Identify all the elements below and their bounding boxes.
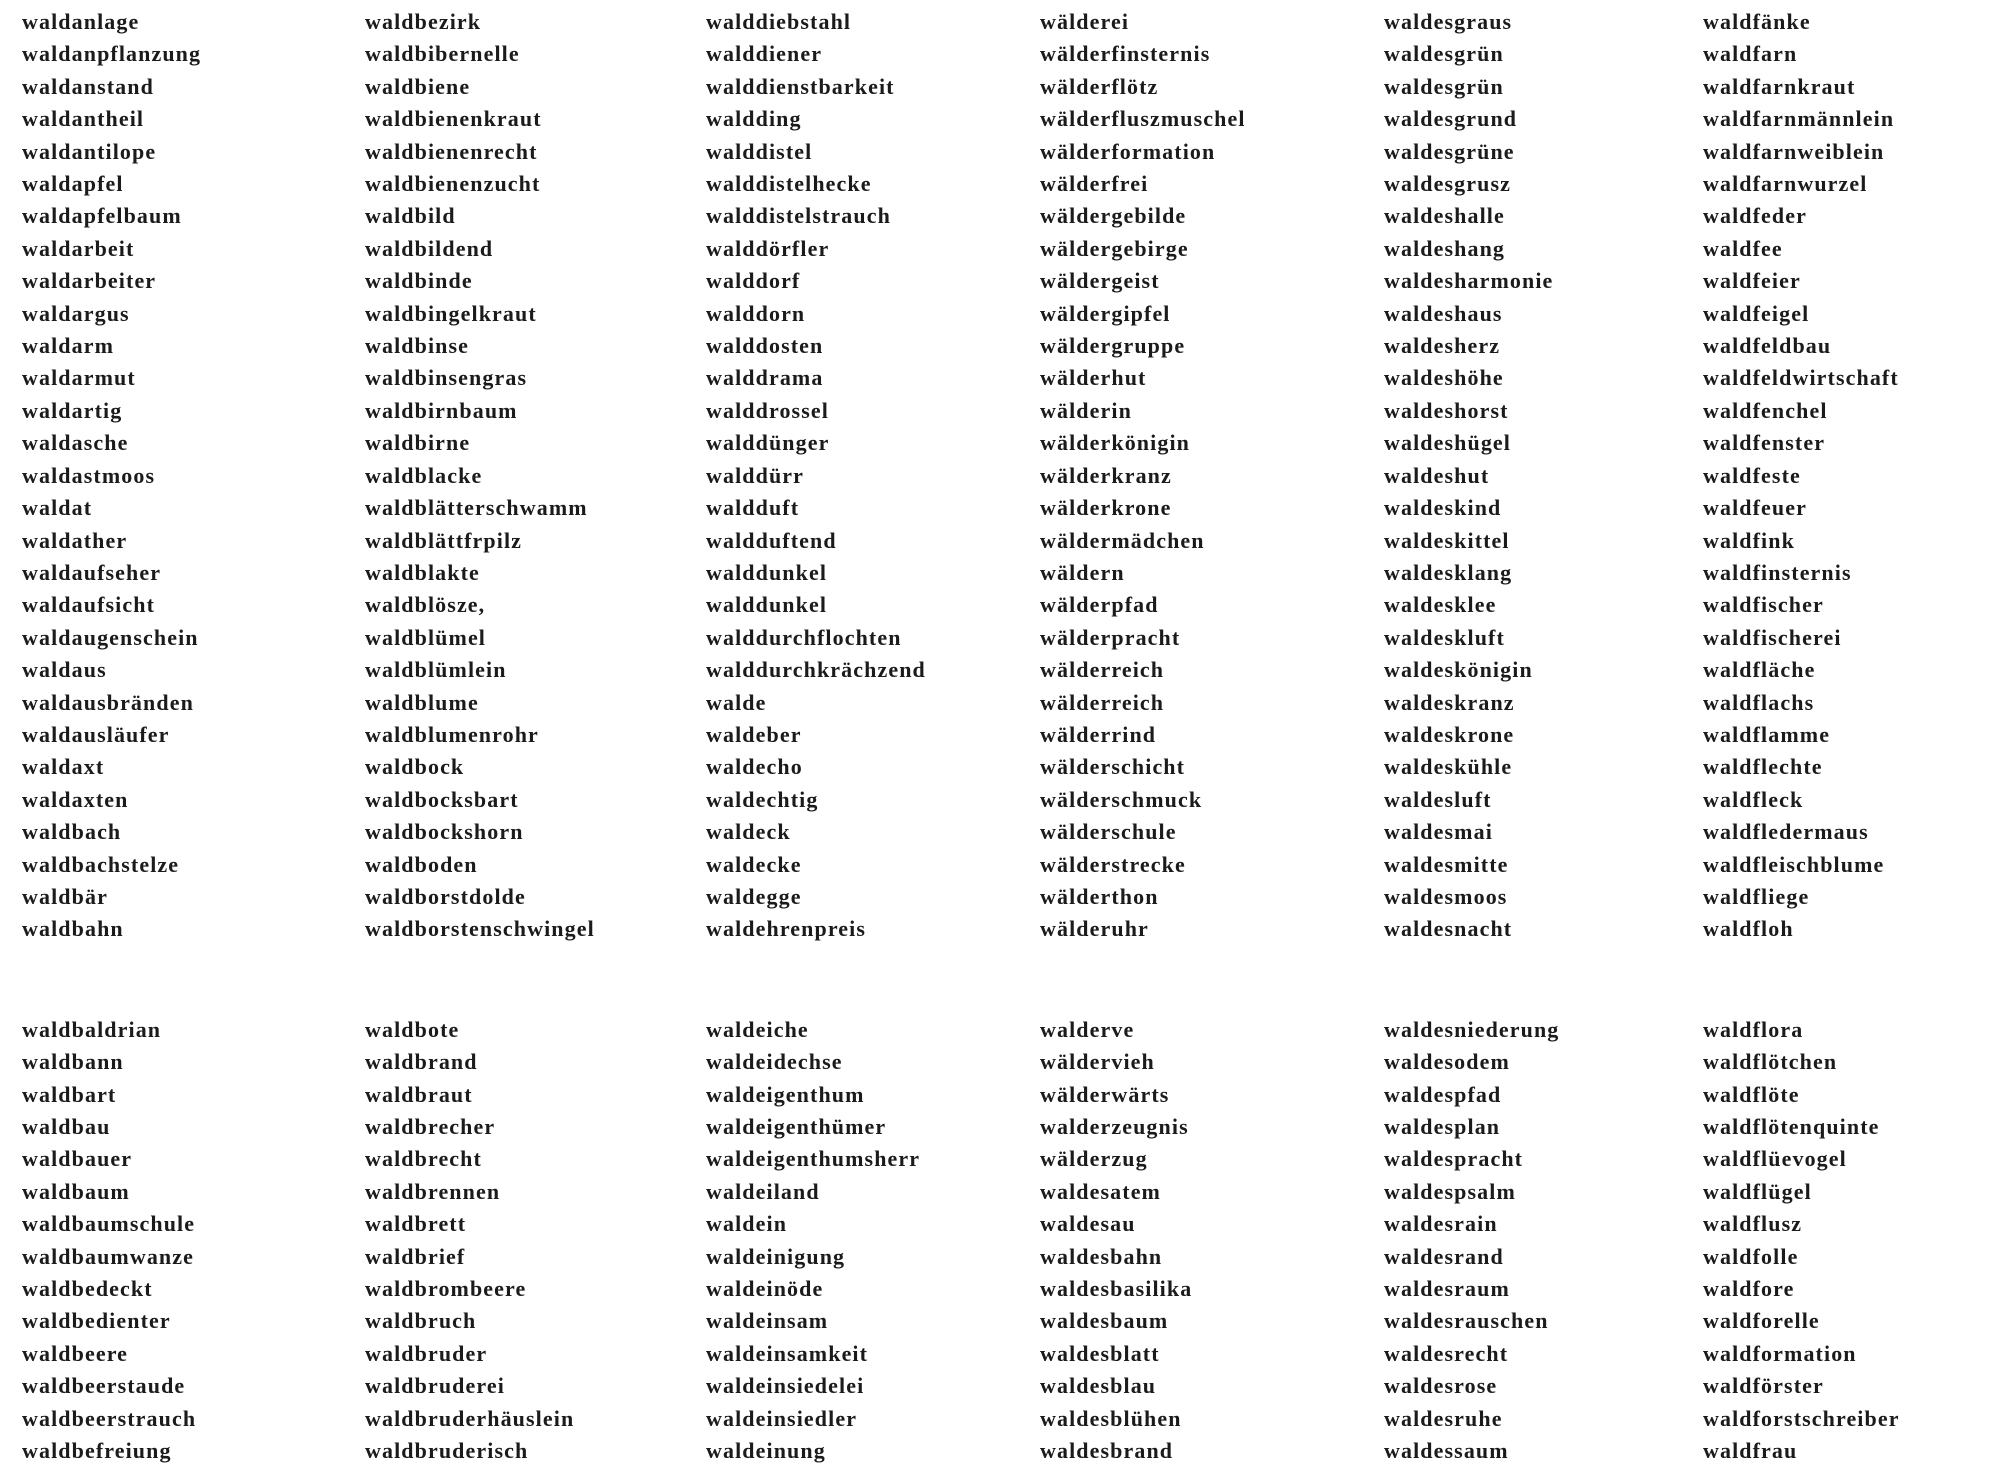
word-entry: waldapfel — [22, 171, 124, 197]
word-entry: waldesgrüne — [1384, 138, 1515, 164]
word-entry: waldesrain — [1384, 1211, 1498, 1237]
word-entry: walddistel — [706, 138, 813, 164]
word-entry: waldechtig — [706, 786, 819, 812]
word-entry: waldbirnbaum — [365, 397, 518, 423]
word-entry: wäldergeist — [1040, 268, 1160, 294]
word-entry: waldfläche — [1703, 657, 1816, 683]
word-entry: waldesmitte — [1384, 851, 1509, 877]
word-entry: wälderzug — [1040, 1146, 1148, 1172]
word-entry: waldfeigel — [1703, 300, 1810, 326]
word-entry: waldesau — [1040, 1211, 1136, 1237]
word-entry: waldantheil — [22, 106, 145, 132]
word-entry: wäldervieh — [1040, 1049, 1155, 1075]
word-entry: waldbaumwanze — [22, 1243, 194, 1269]
word-entry: waldaufseher — [22, 559, 162, 585]
word-entry: waldausläufer — [22, 721, 170, 747]
word-entry: waldfischer — [1703, 592, 1824, 618]
word-entry: waldesblatt — [1040, 1340, 1160, 1366]
word-entry: waldflora — [1703, 1016, 1804, 1042]
word-entry: waldbraut — [365, 1081, 473, 1107]
word-entry: waldfleck — [1703, 786, 1804, 812]
word-entry: waldein — [706, 1211, 788, 1237]
word-entry: waldflechte — [1703, 754, 1823, 780]
word-entry: waldfeuer — [1703, 495, 1807, 521]
word-entry: waldbruderhäuslein — [365, 1405, 575, 1431]
word-column-4-upper-block — [1040, 6, 1246, 946]
word-column-3-lower-block — [706, 1014, 926, 1468]
word-entry: waldfee — [1703, 235, 1783, 261]
word-entry: waldesgrün — [1384, 73, 1504, 99]
word-column-2-lower-block — [365, 1014, 595, 1468]
word-entry: waldaugenschein — [22, 624, 199, 650]
word-entry: waldflusz — [1703, 1211, 1803, 1237]
word-entry: waldflügel — [1703, 1178, 1812, 1204]
word-entry: waldbruch — [365, 1308, 477, 1334]
word-entry: waldformation — [1703, 1340, 1857, 1366]
word-entry: waldbedeckt — [22, 1276, 153, 1302]
word-entry: walddunkel — [706, 559, 828, 585]
word-entry: walderzeugnis — [1040, 1114, 1189, 1139]
word-entry: waldesatem — [1040, 1178, 1161, 1204]
word-entry: waldesklee — [1384, 592, 1497, 618]
word-entry: waldfink — [1703, 527, 1795, 553]
word-entry: waldesbaum — [1040, 1308, 1169, 1334]
word-entry: waldausbränden — [22, 689, 194, 715]
word-entry: waldduft — [706, 495, 800, 521]
word-entry: waldfenster — [1703, 430, 1826, 456]
word-entry: wälderschule — [1040, 819, 1177, 845]
word-entry: wälderhut — [1040, 365, 1147, 391]
word-entry: waldecho — [706, 754, 803, 780]
word-entry: wäldergruppe — [1040, 333, 1186, 359]
word-entry: waldding — [706, 106, 802, 132]
word-entry: waldapfelbaum — [22, 203, 182, 229]
word-entry: waldbocksbart — [365, 786, 519, 812]
word-entry: waldesgrusz — [1384, 171, 1511, 197]
word-entry: walddiebstahl — [706, 9, 852, 34]
word-entry: waldeinsamkeit — [706, 1340, 869, 1366]
word-entry: waldeinsam — [706, 1308, 829, 1334]
word-entry: waldflöte — [1703, 1081, 1800, 1107]
word-entry: walddörfler — [706, 235, 830, 261]
word-entry: waldbezirk — [365, 9, 482, 34]
word-entry: waldeidechse — [706, 1049, 843, 1075]
word-entry: waldeskühle — [1384, 754, 1513, 780]
word-entry: waldblacke — [365, 462, 483, 488]
word-column-6 — [1703, 0, 1900, 1467]
word-entry: waldblümlein — [365, 657, 507, 683]
word-entry: waldflötchen — [1703, 1049, 1838, 1075]
word-entry: waldflamme — [1703, 721, 1831, 747]
word-entry: waldbibernelle — [365, 41, 520, 67]
word-entry: waldbrecht — [365, 1146, 482, 1172]
word-entry: waldesodem — [1384, 1049, 1510, 1075]
word-entry: waldehrenpreis — [706, 916, 867, 942]
word-entry: waldboden — [365, 851, 478, 877]
word-entry: walderve — [1040, 1016, 1135, 1042]
word-entry: waldaxt — [22, 754, 105, 780]
word-entry: waldasche — [22, 430, 129, 456]
word-entry: waldeshalle — [1384, 203, 1505, 229]
word-entry: wälderpfad — [1040, 592, 1159, 618]
word-entry: waldesrand — [1384, 1243, 1504, 1269]
word-entry: waldfenchel — [1703, 397, 1828, 423]
word-entry: waldeinöde — [706, 1276, 824, 1302]
word-entry: wälderreich — [1040, 657, 1165, 683]
word-column-2 — [365, 0, 595, 1467]
word-entry: wälderin — [1040, 397, 1132, 423]
word-entry: waldesgrün — [1384, 41, 1504, 67]
word-entry: waldeshöhe — [1384, 365, 1504, 391]
word-entry: waldforstschreiber — [1703, 1405, 1900, 1431]
word-entry: waldeigenthümer — [706, 1114, 887, 1139]
word-entry: waldfeldwirtschaft — [1703, 365, 1899, 391]
word-entry: waldflötenquinte — [1703, 1114, 1880, 1139]
word-entry: waldbinse — [365, 333, 470, 359]
word-entry: waldbrombeere — [365, 1276, 527, 1302]
word-entry: wälderrind — [1040, 721, 1157, 747]
word-entry: waldbeerstaude — [22, 1373, 186, 1399]
word-entry: walddunkel — [706, 592, 828, 618]
word-entry: waldesrauschen — [1384, 1308, 1549, 1334]
word-entry: wäldern — [1040, 559, 1125, 585]
word-entry: wälderschicht — [1040, 754, 1186, 780]
word-entry: waldflüevogel — [1703, 1146, 1847, 1172]
word-column-5-lower-block — [1384, 1014, 1559, 1468]
word-entry: waldfinsternis — [1703, 559, 1852, 585]
word-entry: waldarm — [22, 333, 115, 359]
word-entry: wäldergebirge — [1040, 235, 1189, 261]
word-entry: waldastmoos — [22, 462, 156, 488]
word-entry: waldesrose — [1384, 1373, 1498, 1399]
word-entry: waldbienenzucht — [365, 171, 541, 197]
word-entry: wälderpracht — [1040, 624, 1181, 650]
word-entry: wälderwärts — [1040, 1081, 1170, 1107]
word-entry: waldesrecht — [1384, 1340, 1509, 1366]
word-entry: walddorf — [706, 268, 801, 294]
word-entry: waldbau — [22, 1114, 111, 1139]
word-entry: waldbirne — [365, 430, 471, 456]
word-entry: waldbock — [365, 754, 465, 780]
word-entry: waldesgrund — [1384, 106, 1518, 132]
word-entry: waldanstand — [22, 73, 154, 99]
word-entry: waldbrief — [365, 1243, 466, 1269]
word-entry: waldblätterschwamm — [365, 495, 588, 521]
word-entry: waldesbrand — [1040, 1438, 1174, 1464]
word-entry: wälderfluszmuschel — [1040, 106, 1246, 132]
word-entry: waldesniederung — [1384, 1016, 1560, 1042]
word-entry: waldduftend — [706, 527, 837, 553]
word-entry: walddienstbarkeit — [706, 73, 895, 99]
word-entry: wälderformation — [1040, 138, 1216, 164]
word-entry: waldbrennen — [365, 1178, 501, 1204]
word-entry: wälderuhr — [1040, 916, 1149, 942]
word-entry: walddurchkrächzend — [706, 657, 926, 683]
word-entry: waldeshaus — [1384, 300, 1503, 326]
word-entry: wälderei — [1040, 9, 1130, 34]
word-entry: waldblakte — [365, 559, 480, 585]
word-entry: waldbrand — [365, 1049, 478, 1075]
word-entry: waldeskittel — [1384, 527, 1510, 553]
word-column-1-upper-block — [22, 6, 201, 946]
word-entry: waldeiland — [706, 1178, 820, 1204]
word-entry: waldfore — [1703, 1276, 1795, 1302]
word-entry: waldfischerei — [1703, 624, 1842, 650]
word-entry: waldantilope — [22, 138, 157, 164]
word-column-2-upper-block — [365, 6, 595, 946]
word-entry: waldblümel — [365, 624, 487, 650]
word-entry: waldfliege — [1703, 883, 1810, 909]
word-entry: walddosten — [706, 333, 824, 359]
word-entry: wälderschmuck — [1040, 786, 1203, 812]
word-column-6-upper-block — [1703, 6, 1900, 946]
word-entry: waldborstenschwingel — [365, 916, 595, 942]
word-entry: waldbrecher — [365, 1114, 496, 1139]
word-entry: waldeck — [706, 819, 791, 845]
word-entry: waldbauer — [22, 1146, 133, 1172]
word-entry: waldeigenthumsherr — [706, 1146, 921, 1172]
word-entry: waldeber — [706, 721, 802, 747]
word-entry: waldesblau — [1040, 1373, 1157, 1399]
word-entry: waldecke — [706, 851, 802, 877]
word-entry: wäldergebilde — [1040, 203, 1187, 229]
word-entry: waldfänke — [1703, 9, 1811, 34]
word-column-4-lower-block — [1040, 1014, 1246, 1468]
word-entry: waldaus — [22, 657, 107, 683]
word-entry: waldfarn — [1703, 41, 1798, 67]
word-entry: waldarmut — [22, 365, 136, 391]
word-entry: waldegge — [706, 883, 802, 909]
word-entry: waldbruderisch — [365, 1438, 529, 1464]
word-entry: waldeshügel — [1384, 430, 1512, 456]
word-entry: waldarbeit — [22, 235, 135, 261]
word-entry: waldeskrone — [1384, 721, 1515, 747]
word-entry: waldeskranz — [1384, 689, 1515, 715]
word-entry: waldbann — [22, 1049, 124, 1075]
word-entry: waldbefreiung — [22, 1438, 172, 1464]
word-entry: waldbach — [22, 819, 122, 845]
word-entry: waldesklang — [1384, 559, 1513, 585]
word-entry: wälderstrecke — [1040, 851, 1186, 877]
word-entry: walddrama — [706, 365, 824, 391]
word-entry: waldbruder — [365, 1340, 488, 1366]
word-entry: waldbiene — [365, 73, 471, 99]
word-entry: wäldermädchen — [1040, 527, 1205, 553]
word-entry: waldbienenrecht — [365, 138, 538, 164]
word-entry: wälderfinsternis — [1040, 41, 1211, 67]
word-entry: waldesraum — [1384, 1276, 1510, 1302]
word-entry: waldesnacht — [1384, 916, 1513, 942]
word-entry: waldeinung — [706, 1438, 826, 1464]
word-entry: waldanlage — [22, 9, 140, 34]
word-entry: waldfarnmännlein — [1703, 106, 1895, 132]
word-entry: walddurchflochten — [706, 624, 902, 650]
word-entry: walddistelstrauch — [706, 203, 891, 229]
word-entry: waldeshorst — [1384, 397, 1509, 423]
word-entry: waldesbasilika — [1040, 1276, 1193, 1302]
word-entry: waldfeste — [1703, 462, 1801, 488]
word-entry: waldartig — [22, 397, 123, 423]
word-entry: waldfarnweiblein — [1703, 138, 1885, 164]
word-column-4 — [1040, 0, 1246, 1467]
word-entry: waldflachs — [1703, 689, 1815, 715]
word-entry: waldeinsiedler — [706, 1405, 858, 1431]
word-column-5-upper-block — [1384, 6, 1559, 946]
word-entry: waldbockshorn — [365, 819, 524, 845]
word-entry: waldesruhe — [1384, 1405, 1503, 1431]
word-entry: waldbart — [22, 1081, 117, 1107]
word-entry: waldbedienter — [22, 1308, 171, 1334]
word-entry: waldbaumschule — [22, 1211, 196, 1237]
word-entry: waldesmoos — [1384, 883, 1508, 909]
word-entry: waldbruderei — [365, 1373, 505, 1399]
word-entry: waldbienenkraut — [365, 106, 542, 132]
word-entry: walddürr — [706, 462, 805, 488]
word-entry: walddorn — [706, 300, 806, 326]
word-entry: wälderkrone — [1040, 495, 1172, 521]
word-entry: waldforelle — [1703, 1308, 1820, 1334]
word-entry: wälderfrei — [1040, 171, 1149, 197]
word-entry: waldbaum — [22, 1178, 130, 1204]
word-entry: waldfolle — [1703, 1243, 1799, 1269]
word-entry: waldfloh — [1703, 916, 1794, 942]
word-entry: waldeinigung — [706, 1243, 846, 1269]
word-entry: waldblume — [365, 689, 479, 715]
word-column-3 — [706, 0, 926, 1467]
word-entry: waldborstdolde — [365, 883, 526, 909]
word-column-6-lower-block — [1703, 1014, 1900, 1468]
word-entry: waldbinde — [365, 268, 473, 294]
word-entry: waldblättfrpilz — [365, 527, 523, 553]
word-column-1 — [22, 0, 201, 1467]
word-entry: waldfrau — [1703, 1438, 1798, 1464]
word-entry: walddistelhecke — [706, 171, 872, 197]
word-entry: waldanpflanzung — [22, 41, 202, 67]
word-entry: waldaufsicht — [22, 592, 155, 618]
word-entry: waldather — [22, 527, 128, 553]
word-entry: waldblumenrohr — [365, 721, 539, 747]
word-entry: waldeshut — [1384, 462, 1490, 488]
word-entry: waldessaum — [1384, 1438, 1509, 1464]
word-entry: waldfeder — [1703, 203, 1807, 229]
word-entry: waldespfad — [1384, 1081, 1502, 1107]
word-entry: waldesluft — [1384, 786, 1492, 812]
word-entry: waldeinsiedelei — [706, 1373, 865, 1399]
word-entry: waldbild — [365, 203, 456, 229]
word-entry: waldesblühen — [1040, 1405, 1182, 1431]
word-entry: waldargus — [22, 300, 130, 326]
word-entry: waldbingelkraut — [365, 300, 537, 326]
word-entry: waldfleischblume — [1703, 851, 1885, 877]
word-entry: waldförster — [1703, 1373, 1824, 1399]
word-entry: waldblösze, — [365, 592, 486, 618]
word-entry: waldbeerstrauch — [22, 1405, 197, 1431]
word-entry: waldeiche — [706, 1016, 809, 1042]
word-entry: waldfeier — [1703, 268, 1801, 294]
word-entry: wälderthon — [1040, 883, 1159, 909]
word-entry: waldbaldrian — [22, 1016, 162, 1042]
word-entry: waldesmai — [1384, 819, 1493, 845]
word-entry: waldbinsengras — [365, 365, 528, 391]
word-entry: waldesherz — [1384, 333, 1501, 359]
word-entry: walde — [706, 689, 767, 715]
word-entry: waldeskluft — [1384, 624, 1505, 650]
word-entry: waldat — [22, 495, 93, 521]
word-entry: waldeigenthum — [706, 1081, 865, 1107]
word-column-5 — [1384, 0, 1559, 1467]
word-entry: waldbachstelze — [22, 851, 180, 877]
word-column-1-lower-block — [22, 1014, 201, 1468]
word-entry: waldbrett — [365, 1211, 467, 1237]
word-entry: waldfarnwurzel — [1703, 171, 1868, 197]
word-entry: walddrossel — [706, 397, 829, 423]
word-entry: wälderreich — [1040, 689, 1165, 715]
word-entry: wäldergipfel — [1040, 300, 1171, 326]
word-entry: waldbildend — [365, 235, 494, 261]
word-entry: waldeshang — [1384, 235, 1506, 261]
word-entry: wälderflötz — [1040, 73, 1159, 99]
word-entry: waldbote — [365, 1016, 460, 1042]
word-entry: waldesplan — [1384, 1114, 1501, 1139]
word-entry: waldespracht — [1384, 1146, 1524, 1172]
word-entry: waldfarnkraut — [1703, 73, 1856, 99]
word-entry: waldbahn — [22, 916, 124, 942]
word-entry: waldesgraus — [1384, 9, 1513, 34]
word-entry: waldaxten — [22, 786, 129, 812]
word-entry: wälderkönigin — [1040, 430, 1190, 456]
word-entry: waldfeldbau — [1703, 333, 1832, 359]
word-entry: waldfledermaus — [1703, 819, 1869, 845]
word-entry: wälderkranz — [1040, 462, 1172, 488]
word-column-3-upper-block — [706, 6, 926, 946]
word-entry: waldbär — [22, 883, 108, 909]
word-entry: walddiener — [706, 41, 823, 67]
word-entry: waldesbahn — [1040, 1243, 1163, 1269]
word-entry: waldeskind — [1384, 495, 1502, 521]
word-entry: waldbeere — [22, 1340, 129, 1366]
word-entry: waldeskönigin — [1384, 657, 1533, 683]
word-entry: waldespsalm — [1384, 1178, 1516, 1204]
word-entry: waldarbeiter — [22, 268, 157, 294]
word-entry: walddünger — [706, 430, 830, 456]
word-entry: waldesharmonie — [1384, 268, 1554, 294]
